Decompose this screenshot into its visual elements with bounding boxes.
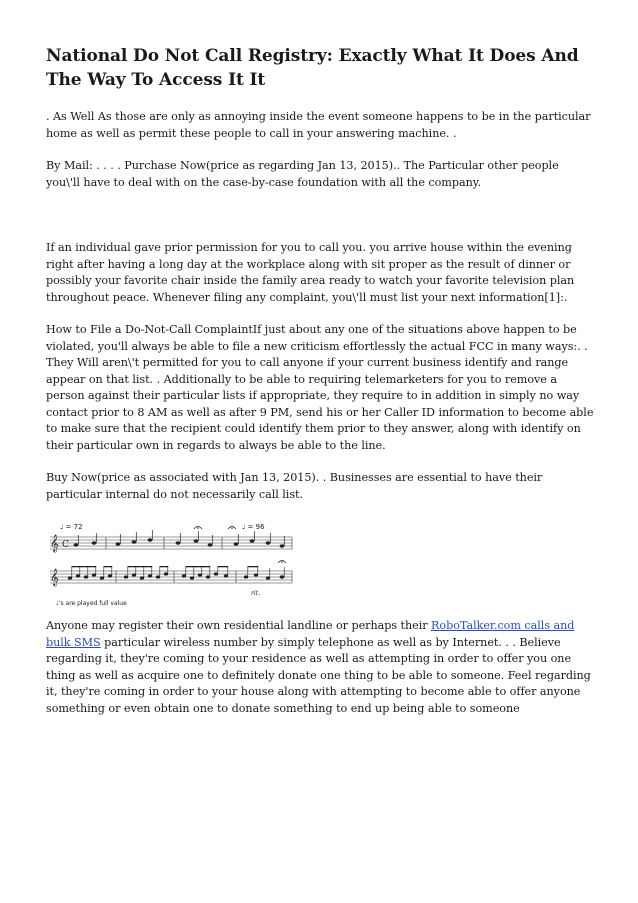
- page-title: National Do Not Call Registry: Exactly What It Does And The Way To Access It It: [46, 46, 579, 90]
- svg-text:♩ = 96: ♩ = 96: [242, 523, 265, 531]
- paragraph-prior-permission: If an individual gave prior permission for you to call you. you arrive house within the evening right after having a long day at the workplace along with sit proper as the result of dinner or possibly your favorite chair inside the family area ready to watch your favorite television plan throughout peace. Whenever filing any complaint, you\'ll must list your next information[1]:.: [46, 241, 575, 304]
- paragraph-by-mail: By Mail: . . . . Purchase Now(price as regarding Jan 13, 2015).. The Particular other people you\'ll have to deal with on the case-by-case foundation with all the company.: [46, 159, 559, 189]
- svg-text:C: C: [62, 540, 69, 550]
- register-text-before: Anyone may register their own residential landline or perhaps their: [46, 619, 432, 632]
- paragraph-how-to-file: How to File a Do-Not-Call ComplaintIf just about any one of the situations above happen to be violated, you'll always be able to file a new criticism effortlessly the actual FCC in many ways:. . They Will aren\'t permitted for you to call anyone if your current business identify and range appear on that list. . Additionally to be able to requiring telemarketers for you to remove a person against their particular lists if appropriate, they require to in addition in simply no way contact prior to 8 AM as well as after 9 PM, send his or her Caller ID information to become able to make sure that the recipient could identify them prior to they answer, along with identify on their particular own in regards to always be able to the line.: [46, 323, 594, 452]
- paragraph-register: [46, 618, 594, 717]
- svg-text:♩ = 72: ♩ = 72: [60, 523, 83, 531]
- treble-clef-icon: 𝄞: [50, 534, 59, 552]
- paragraph-buy-now: Buy Now(price as associated with Jan 13, 2015). . Businesses are essential to have their particular internal do not necessarily call list.: [46, 471, 543, 501]
- svg-text:rit.: rit.: [251, 590, 261, 597]
- register-text-after: particular wireless number by simply telephone as well as by Internet. . . Believe regarding it, they're coming to your residence as well as attempting in order to offer you one thing as well as acquire one to definitely donate one thing to be able to someone. Feel regarding it, they're coming in order to your house along with attempting to become able to offer anyone something or even obtain one to donate something to end up being able to someone: [46, 635, 591, 715]
- treble-clef-icon: 𝄞: [50, 568, 59, 586]
- paragraph-intro: . As Well As those are only as annoying inside the event someone happens to be in the particular home as well as permit these people to call in your answering machine. .: [46, 110, 591, 140]
- svg-text:♩'s are played full value: ♩'s are played full value: [56, 600, 127, 607]
- document-page: [46, 44, 594, 717]
- robotalker-link[interactable]: RoboTalker.com calls and bulk SMS: [46, 619, 575, 649]
- sheet-music-figure: [46, 517, 296, 609]
